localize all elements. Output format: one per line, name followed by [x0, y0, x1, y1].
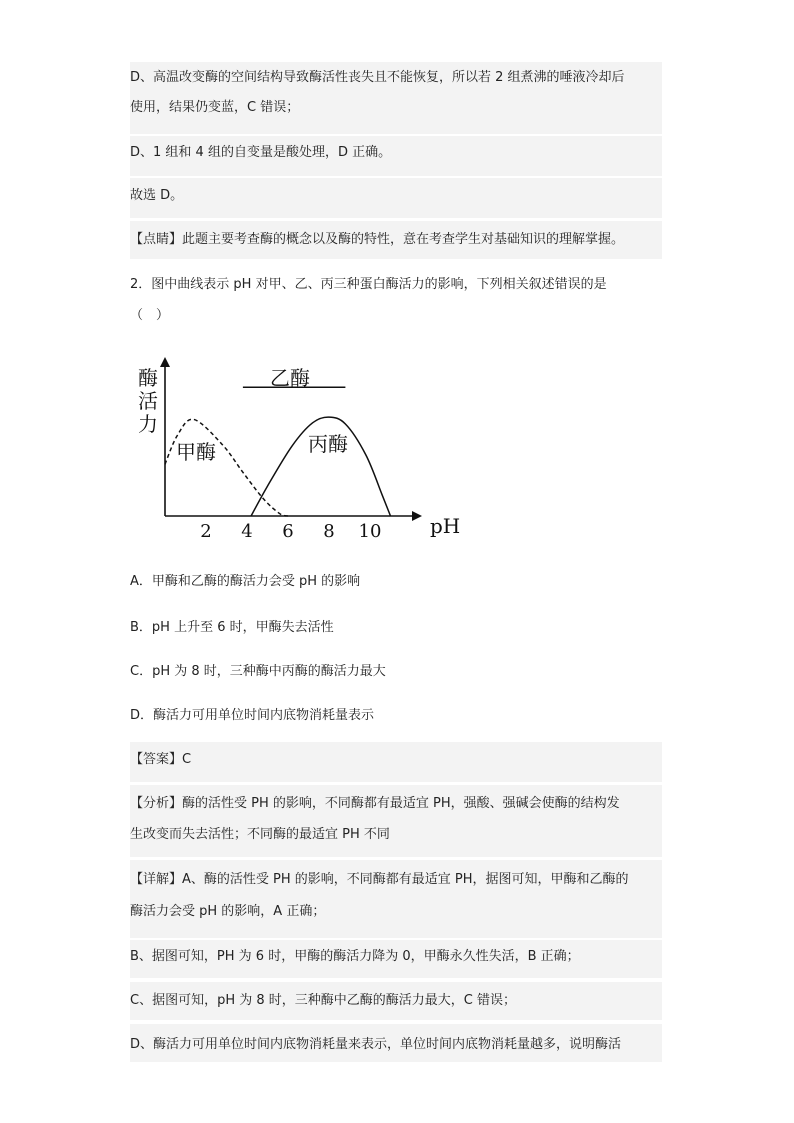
option-c: C．pH 为 8 时，三种酶中丙酶的酶活力最大: [130, 664, 386, 679]
detail-line: B、据图可知，PH 为 6 时，甲酶的酶活力降为 0，甲酶永久性失活，B 正确；: [130, 949, 580, 964]
text-line: 使用，结果仍变蓝，C 错误；: [130, 100, 300, 115]
question-paren: （ ）: [130, 308, 170, 323]
y-axis-label-char: 力: [138, 412, 158, 436]
x-axis-label: pH: [430, 514, 460, 538]
text-line: 故选 D。: [130, 188, 184, 203]
y-axis-label-char: 活: [138, 389, 158, 413]
comment-line: 【点睛】此题主要考查酶的概念以及酶的特性，意在考查学生对基础知识的理解掌握。: [130, 232, 625, 247]
detail-line: 【详解】A、酶的活性受 PH 的影响，不同酶都有最适宜 PH，据图可知，甲酶和乙酶的: [130, 872, 629, 887]
analysis-line: 生改变而失去活性；不同酶的最适宜 PH 不同: [130, 827, 390, 842]
y-axis-label-char: 酶: [138, 366, 158, 390]
series-line-甲酶: [165, 419, 288, 516]
x-tick-label: 10: [358, 521, 382, 542]
option-b: B．pH 上升至 6 时，甲酶失去活性: [130, 620, 334, 635]
x-tick-label: 8: [323, 521, 335, 542]
analysis-line: 【分析】酶的活性受 PH 的影响，不同酶都有最适宜 PH，强酸、强碱会使酶的结构发: [130, 796, 620, 811]
detail-line: D、酶活力可用单位时间内底物消耗量来表示，单位时间内底物消耗量越多，说明酶活: [130, 1037, 622, 1052]
answer-line: 【答案】C: [130, 752, 192, 767]
x-tick-label: 6: [282, 521, 294, 542]
option-d: D．酶活力可用单位时间内底物消耗量表示: [130, 708, 375, 723]
text-line: D、高温改变酶的空间结构导致酶活性丧失且不能恢复，所以若 2 组煮沸的唾液冷却后: [130, 70, 625, 85]
enzyme-activity-chart: [130, 345, 460, 545]
detail-line: 酶活力会受 pH 的影响，A 正确；: [130, 904, 326, 919]
text-line: D、1 组和 4 组的自变量是酸处理，D 正确。: [130, 145, 392, 160]
detail-line: C、据图可知，pH 为 8 时，三种酶中乙酶的酶活力最大，C 错误；: [130, 993, 516, 1008]
series-label: 甲酶: [176, 440, 216, 464]
option-a: A．甲酶和乙酶的酶活力会受 pH 的影响: [130, 574, 361, 589]
x-tick-label: 2: [200, 521, 212, 542]
series-label: 乙酶: [270, 366, 310, 390]
question-stem: 2．图中曲线表示 pH 对甲、乙、丙三种蛋白酶活力的影响，下列相关叙述错误的是: [130, 277, 607, 292]
x-tick-label: 4: [241, 521, 253, 542]
series-label: 丙酶: [308, 432, 348, 456]
